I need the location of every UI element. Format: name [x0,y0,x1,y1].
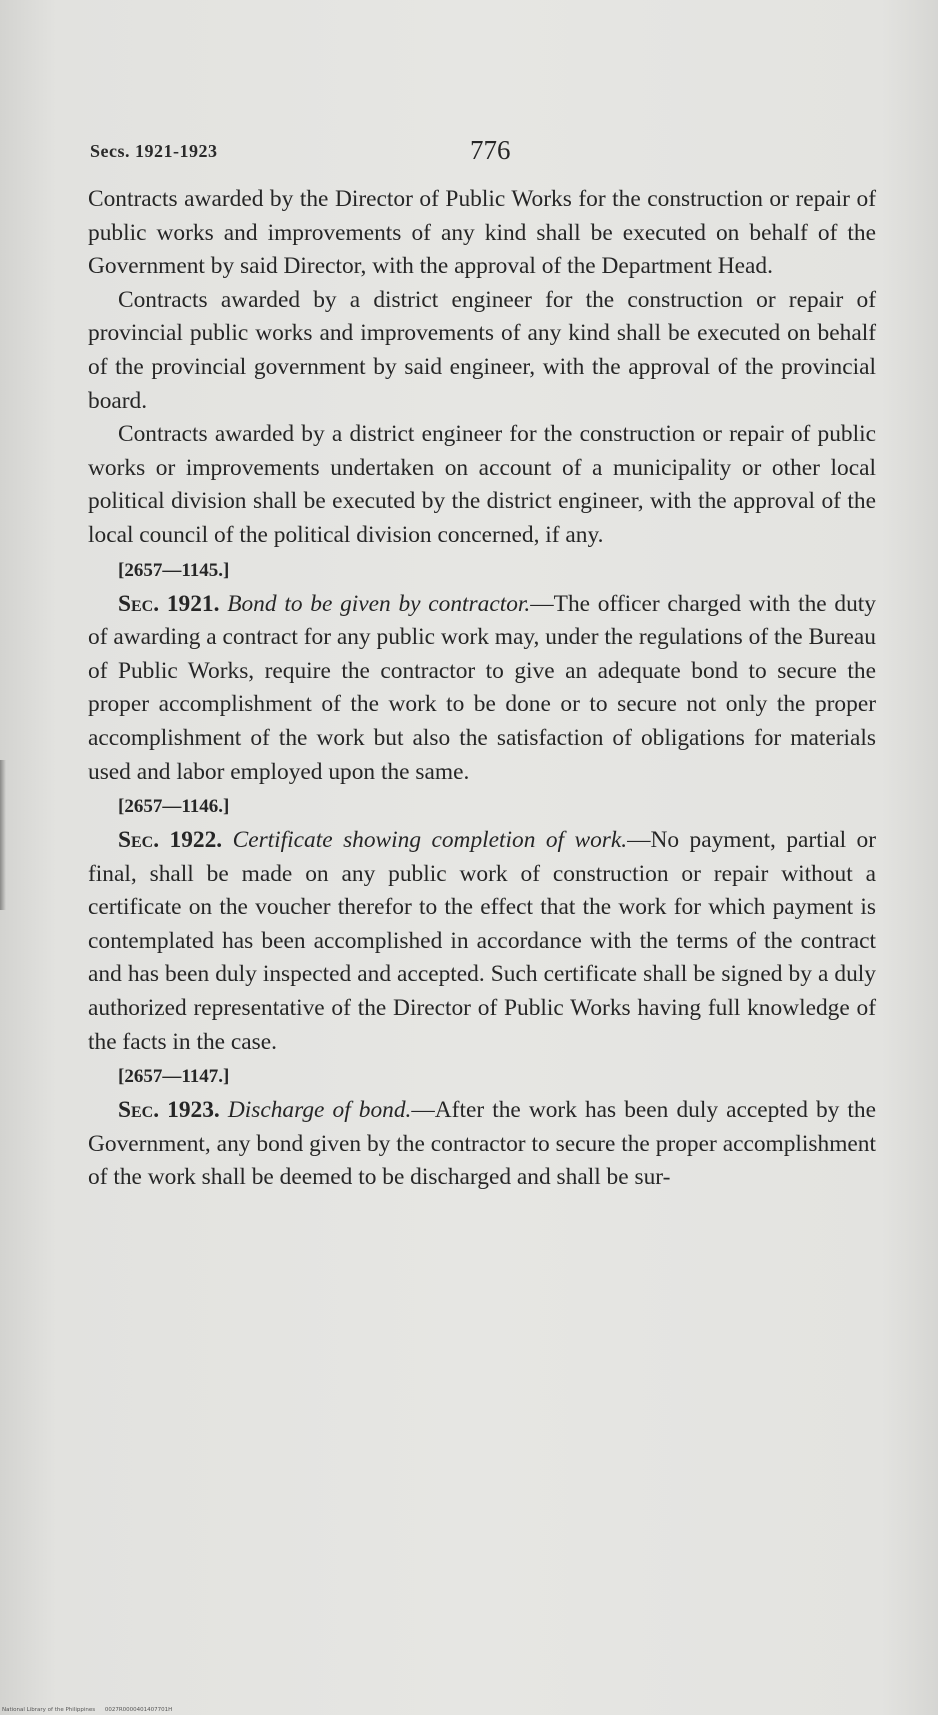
paragraph [88,183,876,284]
scan-footer [2,1707,180,1713]
legal-reference: [2657—1146.] [118,796,230,818]
section-label: Sec. 1921. [118,590,220,617]
section-range: Secs. 1921-1923 [90,141,218,161]
paragraph-text: Contracts awarded by a district engineer for the construction or repair of provincial public works and improvements of any kind shall be executed on behalf of the provincial government by said engineer, with the approval of the provincial board. [88,286,876,414]
section-text: —No payment, partial or final, shall be made on any public work of construction or repair without a certificate on the voucher therefor to the effect that the work for which payment is contemplated has been accomplished in accordance with the terms of the contract and has been duly inspected and accepted. Such certificate shall be signed by a duly authorized representative of the Director of Public Works having full knowledge of the facts in the case. [88,827,877,1055]
section-1921 [88,588,876,790]
page-number: 776 [470,135,511,165]
section-1923 [88,1094,876,1195]
footer-identifier: 0027R0000401407701H [104,1707,173,1713]
section-title: Bond to be given by contractor. [227,590,531,617]
scan-edge-shadow [0,760,6,910]
page-header [0,135,938,175]
section-label: Sec. 1923. [118,1097,220,1124]
paragraph [88,284,876,418]
paragraph [88,418,876,552]
section-title: Certificate showing completion of work. [232,827,628,854]
legal-reference: [2657—1147.] [118,1066,230,1088]
paragraph-text: Contracts awarded by a district engineer for the construction or repair of public works or improvements undertaken on account of a municipality or other local political division shall be executed by the district engineer, with the approval of the local council of the political division concerned, if any. [88,421,876,548]
body-text [88,183,876,1195]
section-title: Discharge of bond. [227,1097,412,1124]
section-text: —The officer charged with the duty of awarding a contract for any public work may, under the regulations of the Bureau of Public Works, require the contractor to give an adequate bond to secure the proper accomplishment of the work to be done or to secure not only the proper accomplishment of the work but also the satisfaction of obligations for materials used and labor employed upon the same. [88,590,876,785]
section-1922 [88,824,876,1059]
paragraph-text: Contracts awarded by the Director of Public Works for the construction or repair of public works and improvements of any kind shall be executed on behalf of the Government by said Director, with the approval of the Department Head. [88,186,876,280]
footer-library: National Library of the Philippines [2,1707,96,1713]
section-label: Sec. 1922. [118,827,223,854]
legal-reference: [2657—1145.] [118,559,230,581]
section-text: —After the work has been duly accepted by the Government, any bond given by the contractor to secure the proper accomplishment of the work shall be deemed to be discharged and shall be sur- [88,1097,876,1191]
